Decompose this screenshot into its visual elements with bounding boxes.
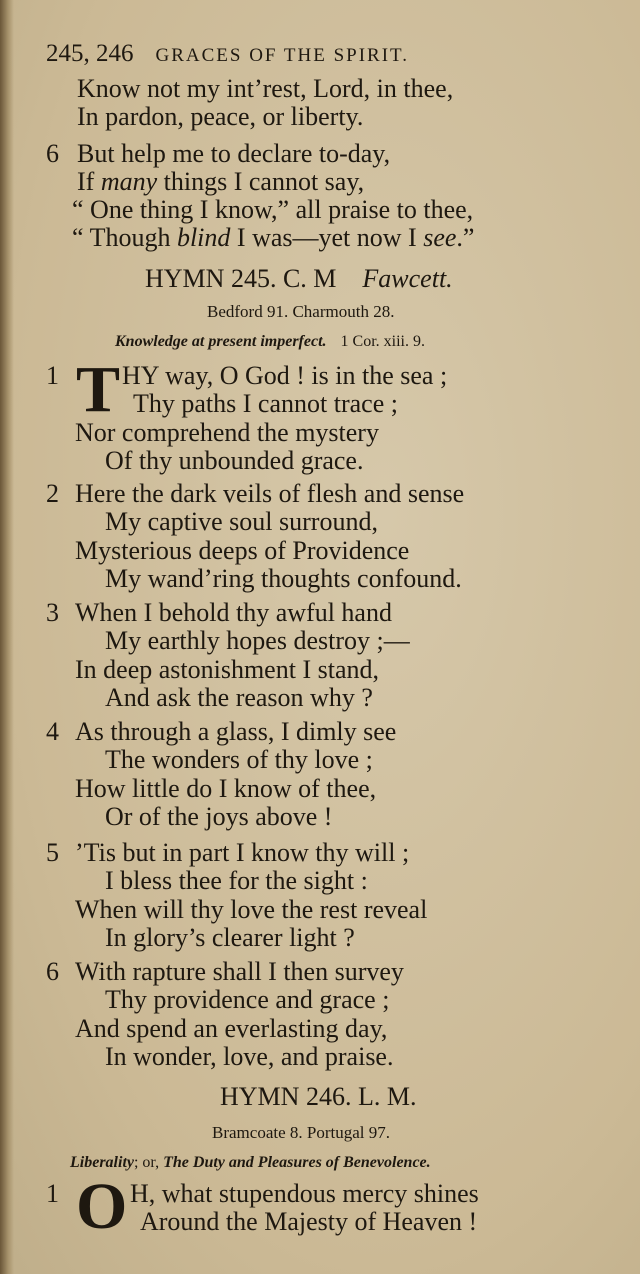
hymn-245-subject: Knowledge at present imperfect. 1 Cor. xiii. 9.: [115, 333, 425, 350]
verse-number: 1: [46, 361, 59, 390]
continued-line-2: In pardon, peace, or liberty.: [77, 102, 364, 131]
verse-number: 2: [46, 479, 59, 508]
hymn-245-verse-1-line-1: HY way, O God ! is in the sea ;: [122, 361, 448, 390]
hymn-245-verse-1-line-3: Nor comprehend the mystery: [75, 418, 379, 447]
hymn-245-verse-3-line-1: When I behold thy awful hand: [75, 598, 392, 627]
page-numbers: 245, 246: [46, 40, 134, 67]
continued-v6-line-1: But help me to declare to-day,: [77, 139, 391, 168]
hymn-245-verse-4-line-4: Or of the joys above !: [105, 802, 333, 831]
verse-number: 4: [46, 717, 59, 746]
verse-number: 1: [46, 1179, 59, 1208]
hymn-246-subject: Liberality; or, The Duty and Pleasures of Benevolence.: [70, 1154, 431, 1171]
hymn-245-verse-5-line-1: ’Tis but in part I know thy will ;: [75, 838, 410, 867]
hymn-245-verse-1-line-4: Of thy unbounded grace.: [105, 446, 364, 475]
hymn-245-verse-4-line-1: As through a glass, I dimly see: [75, 717, 397, 746]
hymn-246-tunes: Bramcoate 8. Portugal 97.: [212, 1123, 390, 1142]
hymn-245-verse-5-line-3: When will thy love the rest reveal: [75, 895, 428, 924]
verse-number: 6: [46, 139, 59, 168]
hymn-245-verse-6-line-4: In wonder, love, and praise.: [105, 1042, 394, 1071]
verse-number: 3: [46, 598, 59, 627]
drop-cap: O: [76, 1170, 128, 1243]
hymn-245-verse-2-line-2: My captive soul surround,: [105, 507, 378, 536]
continued-v6-line-3: “ One thing I know,” all praise to thee,: [72, 195, 474, 224]
hymn-245-verse-6-line-3: And spend an everlasting day,: [75, 1014, 388, 1043]
running-header: [46, 40, 409, 68]
hymn-245-verse-3-line-2: My earthly hopes destroy ;—: [105, 626, 410, 655]
hymn-245-verse-6-line-1: With rapture shall I then survey: [75, 957, 404, 986]
hymn-245-verse-4-line-2: The wonders of thy love ;: [105, 745, 373, 774]
hymn-245-verse-5-line-4: In glory’s clearer light ?: [105, 923, 355, 952]
verse-number: 5: [46, 838, 59, 867]
continued-v6-line-4: “ Though blind I was—yet now I see.”: [72, 223, 475, 252]
section-title: GRACES OF THE SPIRIT.: [155, 45, 409, 66]
hymn-245-verse-3-line-4: And ask the reason why ?: [105, 683, 373, 712]
verse-number: 6: [46, 957, 59, 986]
continued-line-1: Know not my int’rest, Lord, in thee,: [77, 74, 454, 103]
hymn-246-line-1: H, what stupendous mercy shines: [130, 1179, 479, 1208]
hymn-245-verse-5-line-2: I bless thee for the sight :: [105, 866, 368, 895]
hymn-246-line-2: Around the Majesty of Heaven !: [140, 1207, 478, 1236]
hymn-245-verse-2-line-1: Here the dark veils of flesh and sense: [75, 479, 465, 508]
drop-cap: T: [76, 353, 121, 426]
hymn-245-heading: HYMN 245. C. M Fawcett.: [145, 264, 453, 293]
hymn-245-tunes: Bedford 91. Charmouth 28.: [207, 302, 395, 321]
hymn-245-verse-2-line-4: My wand’ring thoughts confound.: [105, 564, 462, 593]
hymn-245-verse-6-line-2: Thy providence and grace ;: [105, 985, 390, 1014]
continued-v6-line-2: If many things I cannot say,: [77, 167, 365, 196]
hymn-245-verse-4-line-3: How little do I know of thee,: [75, 774, 377, 803]
hymn-246-heading: HYMN 246. L. M.: [220, 1082, 417, 1111]
hymn-245-verse-2-line-3: Mysterious deeps of Providence: [75, 536, 410, 565]
hymn-245-verse-3-line-3: In deep astonishment I stand,: [75, 655, 379, 684]
hymn-245-verse-1-line-2: Thy paths I cannot trace ;: [133, 389, 398, 418]
